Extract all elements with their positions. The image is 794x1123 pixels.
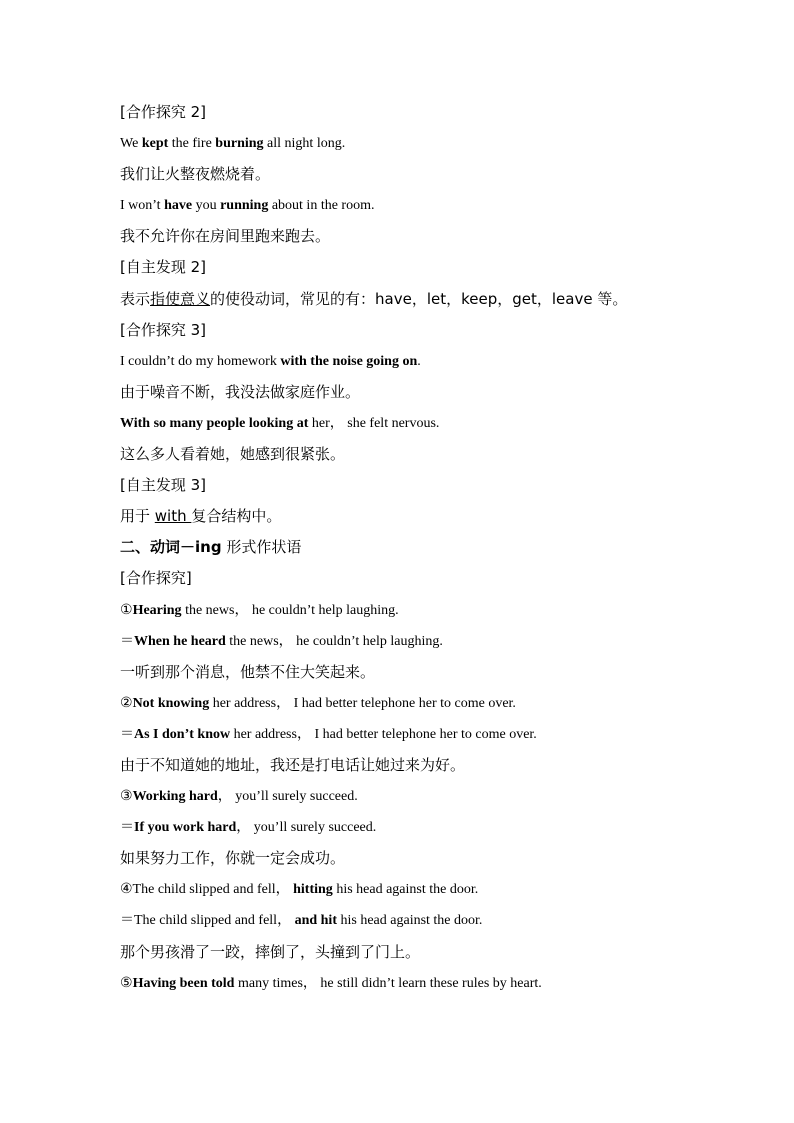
line-text: the fire bbox=[168, 136, 216, 152]
underlined-text: 指使意义 bbox=[150, 289, 211, 308]
section-heading bbox=[120, 532, 740, 563]
chinese-translation bbox=[120, 284, 740, 315]
bold-text: with the noise going on bbox=[280, 353, 418, 369]
english-sentence bbox=[120, 346, 740, 377]
line-text: [自主发现 3] bbox=[120, 476, 207, 495]
bold-text: If you work hard bbox=[134, 820, 237, 836]
line-text: you bbox=[192, 198, 221, 214]
line-text: 这么多人看着她，她感到很紧张。 bbox=[120, 445, 346, 464]
line-text: ， you’ll surely succeed. bbox=[236, 820, 377, 836]
line-text: I couldn’t do my homework bbox=[120, 353, 281, 369]
bold-text: kept bbox=[141, 136, 169, 152]
english-sentence bbox=[120, 905, 740, 936]
bold-text: running bbox=[220, 198, 269, 214]
section-tag bbox=[120, 315, 740, 346]
line-text: all night long. bbox=[263, 136, 346, 152]
line-text: 形式作状语 bbox=[221, 538, 302, 557]
bold-text: Working hard bbox=[132, 789, 218, 805]
bold-text: Having been told bbox=[132, 975, 235, 991]
english-sentence bbox=[120, 626, 740, 657]
line-text: the news， he couldn’t help laughing. bbox=[181, 602, 399, 618]
line-text: ＝The child slipped and fell， bbox=[120, 913, 295, 929]
bold-text: As I don’t know bbox=[134, 726, 231, 742]
line-text: . bbox=[417, 353, 421, 369]
line-text: her address， I had better telephone her to come over. bbox=[209, 695, 516, 711]
line-text: [合作探究 2] bbox=[120, 103, 207, 121]
bold-text: ing bbox=[195, 538, 222, 557]
chinese-translation bbox=[120, 159, 740, 190]
line-text: 用于 bbox=[120, 507, 155, 526]
line-text: [合作探究 3] bbox=[120, 320, 207, 339]
line-text: about in the room. bbox=[268, 198, 375, 214]
line-text: 我们让火整夜燃烧着。 bbox=[120, 165, 271, 184]
line-text: her， she felt nervous. bbox=[308, 415, 440, 431]
line-text: ＝ bbox=[120, 726, 134, 742]
english-sentence bbox=[120, 968, 740, 999]
line-text: 由于不知道她的地址，我还是打电话让她过来为好。 bbox=[120, 755, 466, 774]
line-text: [自主发现 2] bbox=[120, 258, 207, 277]
english-sentence bbox=[120, 874, 740, 905]
bold-text: 二、动词－ bbox=[120, 538, 196, 557]
chinese-translation bbox=[120, 937, 740, 968]
english-sentence bbox=[120, 190, 740, 221]
line-text: ③ bbox=[120, 789, 133, 805]
line-text: ⑤ bbox=[120, 975, 133, 991]
bold-text: When he heard bbox=[134, 633, 226, 649]
bold-text: hitting bbox=[293, 882, 333, 898]
english-sentence bbox=[120, 595, 740, 626]
chinese-translation bbox=[120, 221, 740, 252]
line-text: 一听到那个消息，他禁不住大笑起来。 bbox=[120, 662, 376, 681]
line-text: 由于噪音不断，我没法做家庭作业。 bbox=[120, 382, 361, 401]
line-text: ， you’ll surely succeed. bbox=[217, 789, 358, 805]
line-text: ② bbox=[120, 695, 133, 711]
line-text: 表示 bbox=[120, 289, 151, 308]
section-tag bbox=[120, 563, 740, 594]
underlined-text: with bbox=[154, 507, 192, 526]
line-text: the news， he couldn’t help laughing. bbox=[225, 633, 443, 649]
chinese-translation bbox=[120, 843, 740, 874]
line-text: his head against the door. bbox=[337, 913, 483, 929]
line-text: many times， he still didn’t learn these rules by heart. bbox=[234, 975, 542, 991]
english-sentence bbox=[120, 128, 740, 159]
english-sentence bbox=[120, 781, 740, 812]
line-text: her address， I had better telephone her to come over. bbox=[230, 726, 537, 742]
line-text: [合作探究] bbox=[120, 569, 192, 588]
bold-text: have bbox=[164, 198, 193, 214]
chinese-translation bbox=[120, 750, 740, 781]
bold-text: With so many people looking at bbox=[120, 415, 309, 431]
chinese-translation bbox=[120, 501, 740, 532]
line-text: I won’t bbox=[120, 198, 165, 214]
section-tag bbox=[120, 97, 740, 128]
chinese-translation bbox=[120, 439, 740, 470]
line-text: ＝ bbox=[120, 820, 134, 836]
bold-text: Hearing bbox=[132, 602, 182, 618]
bold-text: and hit bbox=[294, 913, 337, 929]
line-text: 如果努力工作，你就一定会成功。 bbox=[120, 849, 346, 868]
bold-text: Not knowing bbox=[132, 695, 210, 711]
line-text: 复合结构中。 bbox=[191, 507, 282, 526]
line-text: his head against the door. bbox=[332, 882, 479, 898]
section-tag bbox=[120, 470, 740, 501]
bold-text: burning bbox=[215, 136, 264, 152]
chinese-translation bbox=[120, 377, 740, 408]
line-text: ＝ bbox=[120, 633, 134, 649]
line-text: 那个男孩滑了一跤，摔倒了，头撞到了门上。 bbox=[120, 942, 421, 961]
document-page bbox=[120, 97, 740, 999]
english-sentence bbox=[120, 719, 740, 750]
chinese-translation bbox=[120, 657, 740, 688]
line-text: ④The child slipped and fell， bbox=[120, 882, 294, 898]
section-tag bbox=[120, 252, 740, 283]
english-sentence bbox=[120, 688, 740, 719]
english-sentence bbox=[120, 812, 740, 843]
line-text: 我不允许你在房间里跑来跑去。 bbox=[120, 227, 331, 246]
line-text: We bbox=[120, 136, 142, 152]
english-sentence bbox=[120, 408, 740, 439]
line-text: 的使役动词，常见的有：have，let，keep，get，leave 等。 bbox=[210, 289, 628, 308]
line-text: ① bbox=[120, 602, 133, 618]
